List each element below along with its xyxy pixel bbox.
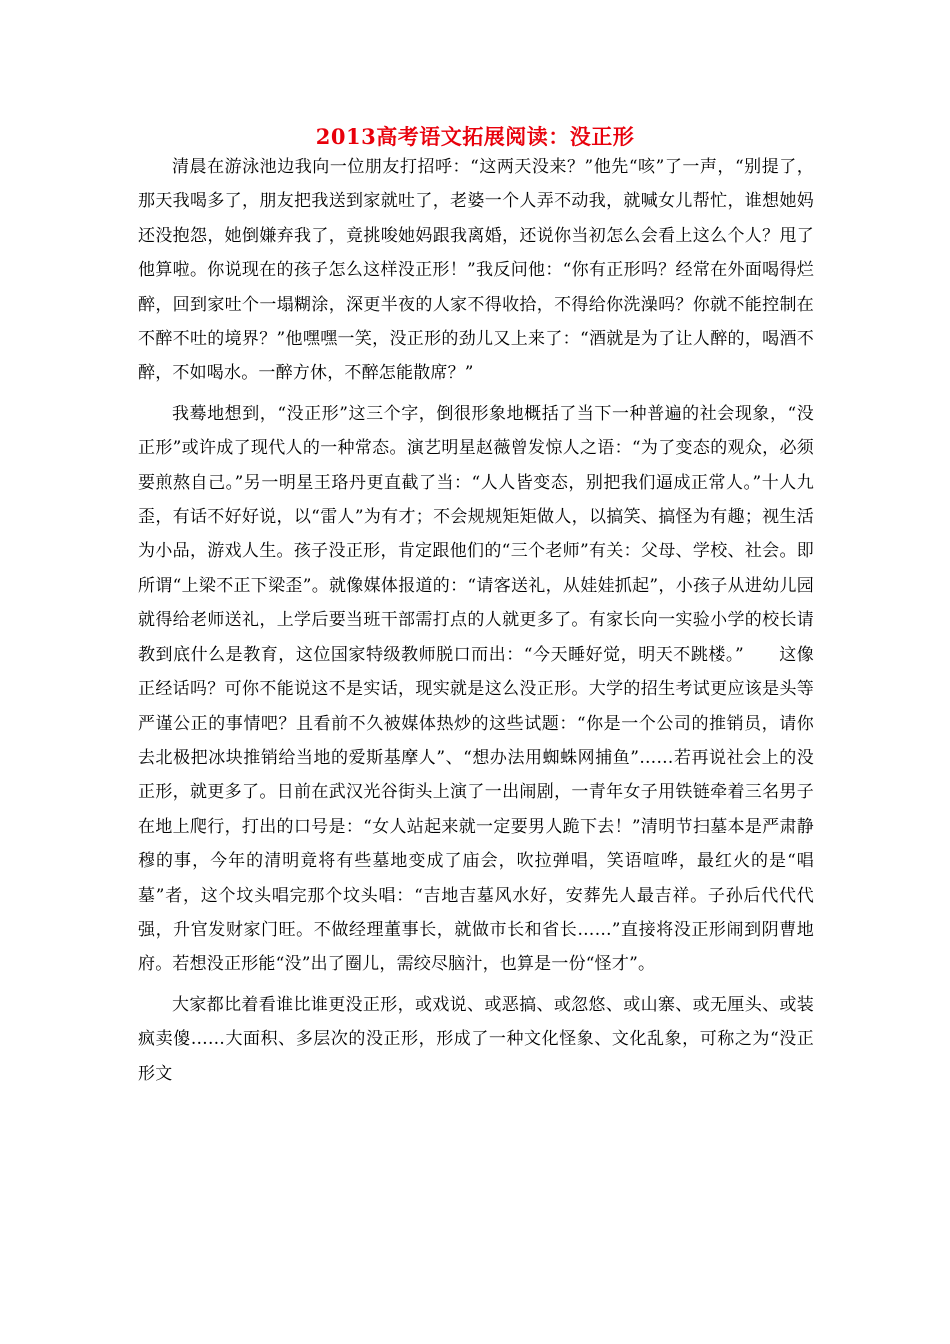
paragraph-1: 清晨在游泳池边我向一位朋友打招呼：“这两天没来？”他先“咳”了一声，“别提了，那天我喝多了，朋友把我送到家就吐了，老婆一个人弄不动我，就喊女儿帮忙，谁想她妈还没抱怨，她倒嫌弃我了，竟挑唆她妈跟我离婚，还说你当初怎么会看上这么个人？甩了他算啦。你说现在的孩子怎么这样没正形！”我反问他：“你有正形吗？经常在外面喝得烂醉，回到家吐个一塌糊涂，深更半夜的人家不得收拾，不得给你洗澡吗？你就不能控制在不醉不吐的境界？”他嘿嘿一笑，没正形的劲儿又上来了：“酒就是为了让人醉的，喝酒不醉，不如喝水。一醉方休，不醉怎能散席？” (138, 157, 814, 384)
document-body (138, 150, 814, 1097)
paragraph-2: 我蓦地想到，“没正形”这三个字，倒很形象地概括了当下一种普遍的社会现象，“没正形”或许成了现代人的一种常态。演艺明星赵薇曾发惊人之语：“为了变态的观众，必须要煎熬自己。”另一明星王珞丹更直截了当：“人人皆变态，别把我们逼成正常人。”十人九歪，有话不好好说，以“雷人”为有才；不会规规矩矩做人，以搞笑、搞怪为有趣；视生活为小品，游戏人生。孩子没正形，肯定跟他们的“三个老师”有关：父母、学校、社会。即所谓“上梁不正下梁歪”。就像媒体报道的：“请客送礼，从娃娃抓起”，小孩子从进幼儿园就得给老师送礼，上学后要当班干部需打点的人就更多了。有家长向一实验小学的校长请教到底什么是教育，这位国家特级教师脱口而出：“今天睡好觉，明天不跳楼。” 这像正经话吗？可你不能说这不是实话，现实就是这么没正形。大学的招生考试更应该是头等严谨公正的事情吧？且看前不久被媒体热炒的这些试题：“你是一个公司的推销员，请你去北极把冰块推销给当地的爱斯基摩人”、“想办法用蜘蛛网捕鱼”……若再说社会上的没正形，就更多了。日前在武汉光谷街头上演了一出闹剧，一青年女子用铁链牵着三名男子在地上爬行，打出的口号是：“女人站起来就一定要男人跪下去！”清明节扫墓本是严肃静穆的事，今年的清明竟将有些墓地变成了庙会，吹拉弹唱，笑语喧哗，最红火的是“唱墓”者，这个坟头唱完那个坟头唱：“吉地吉墓风水好，安葬先人最吉祥。子孙后代代代强，升官发财家门旺。不做经理董事长，就做市长和省长……”直接将没正形闹到阴曹地府。若想没正形能“没”出了圈儿，需绞尽脑汁，也算是一份“怪才”。 (138, 403, 814, 975)
document-title: 2013高考语文拓展阅读：没正形 (315, 124, 635, 149)
paragraph-3: 大家都比着看谁比谁更没正形，或戏说、或恶搞、或忽悠、或山寨、或无厘头、或装疯卖傻……大面积、多层次的没正形，形成了一种文化怪象、文化乱象，可称之为“没正形文 (138, 994, 814, 1084)
